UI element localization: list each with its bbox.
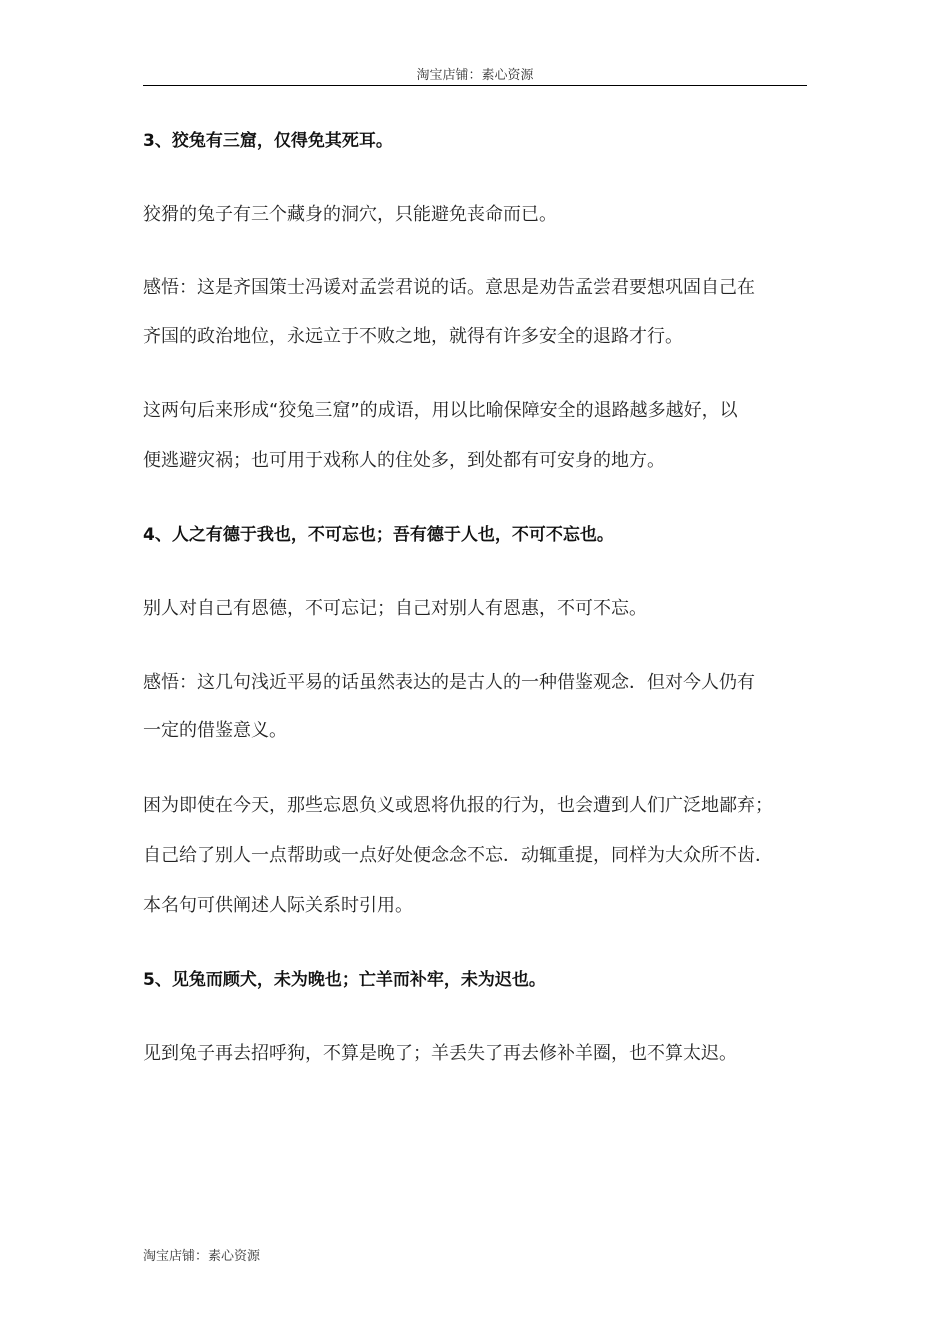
section-4-extra-line-1: 困为即使在今天，那些忘恩负义或恩将仇报的行为，也会遭到人们广泛地鄙弃； [143, 795, 773, 816]
section-3-heading: 3、狡兔有三窟，仅得免其死耳。 [143, 131, 393, 151]
header-divider [143, 85, 807, 86]
section-3-extra-line-2: 便逃避灾祸；也可用于戏称人的住处多，到处都有可安身的地方。 [143, 450, 665, 471]
section-4-heading: 4、人之有德于我也，不可忘也；吾有德于人也，不可不忘也。 [143, 525, 614, 545]
page-footer-text: 淘宝店铺：素心资源 [143, 1249, 261, 1264]
section-3-insight-line-1: 感悟：这是齐国策士冯谖对孟尝君说的话。意思是劝告孟尝君要想巩固自己在 [143, 277, 755, 298]
section-3-translation: 狡猾的兔子有三个藏身的洞穴，只能避免丧命而已。 [143, 204, 557, 225]
section-5-translation: 见到兔子再去招呼狗，不算是晚了；羊丢失了再去修补羊圈，也不算太迟。 [143, 1043, 737, 1064]
section-3-extra-line-1: 这两句后来形成“狡兔三窟”的成语，用以比喻保障安全的退路越多越好，以 [143, 400, 738, 421]
section-4-extra-line-2: 自己给了别人一点帮助或一点好处便念念不忘．动辄重提，同样为大众所不齿． [143, 845, 773, 866]
section-5-heading: 5、见兔而顾犬，未为晚也；亡羊而补牢，未为迟也。 [143, 970, 546, 990]
section-4-insight-line-1: 感悟：这几句浅近平易的话虽然表达的是古人的一种借鉴观念．但对今人仍有 [143, 672, 755, 693]
section-4-translation: 别人对自己有恩德，不可忘记；自己对别人有恩惠，不可不忘。 [143, 598, 647, 619]
section-4-insight-line-2: 一定的借鉴意义。 [143, 720, 287, 741]
section-3-insight-line-2: 齐国的政治地位，永远立于不败之地，就得有许多安全的退路才行。 [143, 326, 683, 347]
page-header-text: 淘宝店铺：素心资源 [416, 68, 534, 83]
section-4-extra-line-3: 本名句可供阐述人际关系时引用。 [143, 895, 413, 916]
